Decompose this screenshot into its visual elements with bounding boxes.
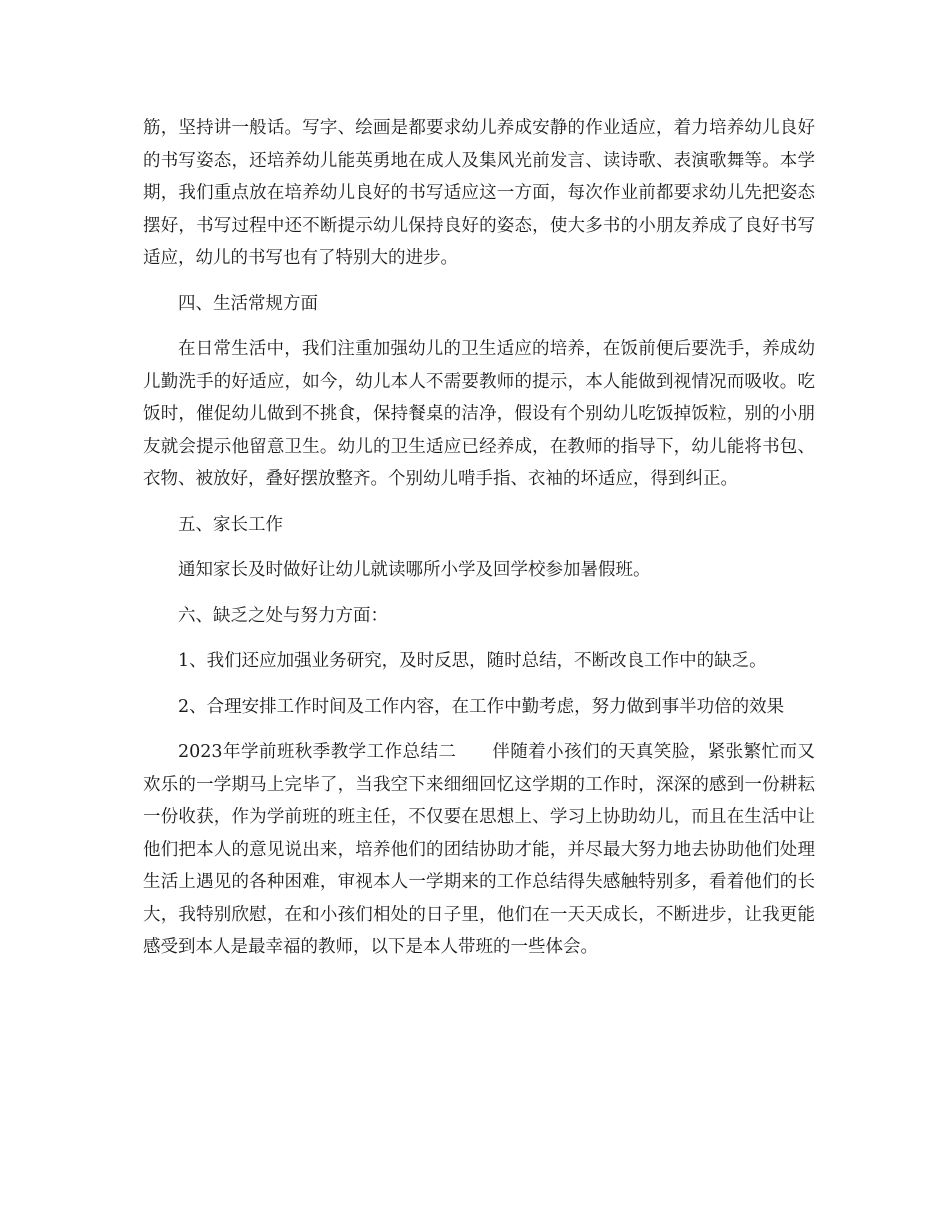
- document-body: [143, 112, 815, 977]
- paragraph-improvement-2: 2、合理安排工作时间及工作内容，在工作中勤考虑，努力做到事半功倍的效果: [178, 696, 785, 717]
- section-heading-parents-work: 五、家长工作: [178, 514, 283, 535]
- paragraph-improvement-1: 1、我们还应加强业务研究，及时反思，随时总结，不断改良工作中的缺乏。: [178, 651, 767, 671]
- paragraph-writing-habits: 筋，坚持讲一般话。写字、绘画是都要求幼儿养成安静的作业适应，着力培养幼儿良好的书写姿态，还培养幼儿能英勇地在成人及集风光前发言、读诗歌、表演歌舞等。本学期，我们重点放在培养幼儿良好的书写适应这一方面，每次作业前都要求幼儿先把姿态摆好，书写过程中还不断提示幼儿保持良好的姿态，使大多书的小朋友养成了良好书写适应，幼儿的书写也有了特别大的进步。: [143, 118, 815, 268]
- paragraph-parents-work: 通知家长及时做好让幼儿就读哪所小学及回学校参加暑假班。: [178, 560, 651, 580]
- paragraph-summary-two: 2023年学前班秋季教学工作总结二 伴随着小孩们的天真笑脸，紧张繁忙而又欢乐的一学期马上完毕了，当我空下来细细回忆这学期的工作时，深深的感到一份耕耘一份收获，作为学前班的班主任，不仅要在思想上、学习上协助幼儿，而且在生活中让他们把本人的意见说出来，培养他们的团结协助才能，并尽最大努力地去协助他们处理生活上遇见的各种困难，审视本人一学期来的工作总结得失感触特别多，看着他们的长大，我特别欣慰，在和小孩们相处的日子里，他们在一天天成长，不断进步，让我更能感受到本人是最幸福的教师，以下是本人带班的一些体会。: [143, 742, 815, 957]
- section-heading-shortcomings: 六、缺乏之处与努力方面：: [178, 605, 388, 626]
- paragraph-daily-life: 在日常生活中，我们注重加强幼儿的卫生适应的培养，在饭前便后要洗手，养成幼儿勤洗手的好适应，如今，幼儿本人不需要教师的提示，本人能做到视情况而吸收。吃饭时，催促幼儿做到不挑食，保持餐桌的洁净，假设有个别幼儿吃饭掉饭粒，别的小朋友就会提示他留意卫生。幼儿的卫生适应已经养成，在教师的指导下，幼儿能将书包、衣物、被放好，叠好摆放整齐。个别幼儿啃手指、衣袖的坏适应，得到纠正。: [143, 339, 815, 489]
- section-heading-daily-routine: 四、生活常规方面: [178, 293, 318, 314]
